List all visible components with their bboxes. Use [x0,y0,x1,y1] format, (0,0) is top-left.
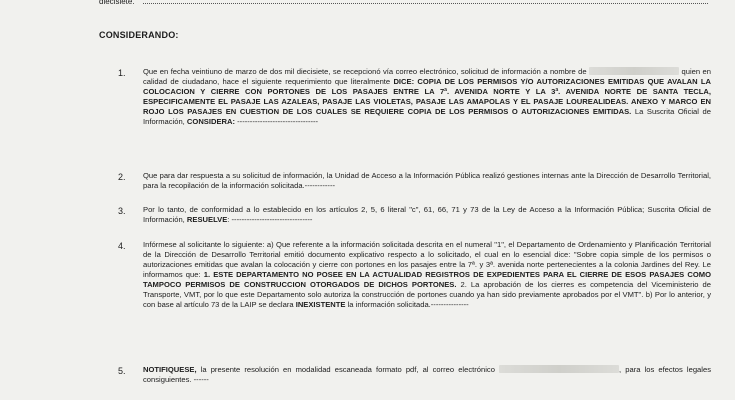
redacted-email [499,365,619,373]
item3-dashes: : -------------------------------- [227,215,313,224]
item5-text-a: la presente resolución en modalidad escaneada formato pdf, al correo electrónico [200,365,495,374]
item3-resuelve-bold: RESUELVE [186,215,228,224]
item5-notifiquese-bold: NOTIFIQUESE, [143,365,197,374]
item-number-5: 5. [118,366,126,376]
item-number-3: 3. [118,206,126,216]
item1-text-a: Que en fecha veintiuno de marzo de dos mil diecisiete, se recepcionó vía correo electrónico, solicitud de información a nombre de [143,67,587,76]
item1-request-bold: DICE: COPIA DE LOS PERMISOS Y/O AUTORIZACIONES EMITIDAS QUE AVALAN LA COLOCACION Y CIERRE CON PORTONES DE LOS PASAJES ENTRE LA 7ª. AVENIDA NORTE Y LA 3ª. AVENIDA NORTE DE SANTA TECLA, ESPECIFICAMENTE EL PASAJE LAS AZALEAS, PASAJE LAS VIOLETAS, PASAJE LAS AMAPOLAS Y EL PASAJE LOUREALIDEAS. ANEXO Y MARCO EN ROJO LOS PASAJES EN CUESTION DE LOS CUALES SE REQUIERE COPIA DE LOS PERMISOS O AUTORIZACIONES EMITIDAS. [143,77,711,116]
item-paragraph-3 [143,205,711,225]
section-heading: CONSIDERANDO: [99,30,179,40]
item2-text: Que para dar respuesta a su solicitud de información, la Unidad de Acceso a la Información Pública realizó gestiones internas ante la Dirección de Desarrollo Territorial, para la recopilación de la información solicitada.------------ [143,171,711,190]
item1-dashes: -------------------------------- [237,117,319,126]
item-number-4: 4. [118,241,126,251]
item4-bold-statement: 1. ESTE DEPARTAMENTO NO POSEE EN LA ACTUALIDAD REGISTROS DE EXPEDIENTES PARA EL CIERRE DE ESOS PASAJES COMO TAMPOCO PERMISOS DE CONSTRUCCION OTORGADOS DE DICHOS PORTONES. [143,270,711,289]
item-paragraph-4 [143,240,711,310]
item-paragraph-5 [143,365,711,385]
redacted-name [589,67,679,75]
item1-considera-bold: CONSIDERA: [186,117,236,126]
top-dotted-rule [143,3,708,4]
item3-text: Por lo tanto, de conformidad a lo establecido en los artículos 2, 5, 6 literal "c", 61, 66, 71 y 73 de la Ley de Acceso a la Información Pública; Suscrita Oficial de Información, [143,205,711,224]
top-text-fragment: diecisiete. [99,0,135,6]
item4-inexistente-bold: INEXISTENTE [295,300,346,309]
item5-text-b: , para los efectos legales consiguientes. ------ [143,365,711,384]
item4-text-c: la información solicitada.--------------- [347,300,469,309]
item1-text-b: quien en calidad de ciudadano, hace el siguiente requerimiento que literalmente [143,67,711,86]
item-paragraph-2 [143,171,711,191]
item4-text-a: Infórmese al solicitante lo siguiente: a) Que referente a la información solicitada descrita en el numeral "1", el Departamento de Ordenamiento y Planificación Territorial de la Dirección de Desarrollo Territorial emitió documento explicativo respecto a lo solicitado, el cual en lo esencial dice: "Sobre copia simple de los permisos o autorizaciones emitidas que avalan la colocación y cierre con portones en los pasajes entre la 7ª. y 3ª. avenida norte pertenecientes a la colonia Jardines del Rey. Le informamos que: [143,240,711,279]
item-number-1: 1. [118,68,126,78]
item-number-2: 2. [118,172,126,182]
item-paragraph-1 [143,67,711,127]
item4-text-b: 2. La aprobación de los cierres es competencia del Viceministerio de Transporte, VMT, por lo que este Departamento solo autoriza la construcción de portones cuando ya han sido previamente aprobados por el VMT". b) Por lo anterior, y con base al artículo 73 de la LAIP se declara [143,280,711,309]
item1-text-c: La Suscrita Oficial de Información, [143,107,711,126]
